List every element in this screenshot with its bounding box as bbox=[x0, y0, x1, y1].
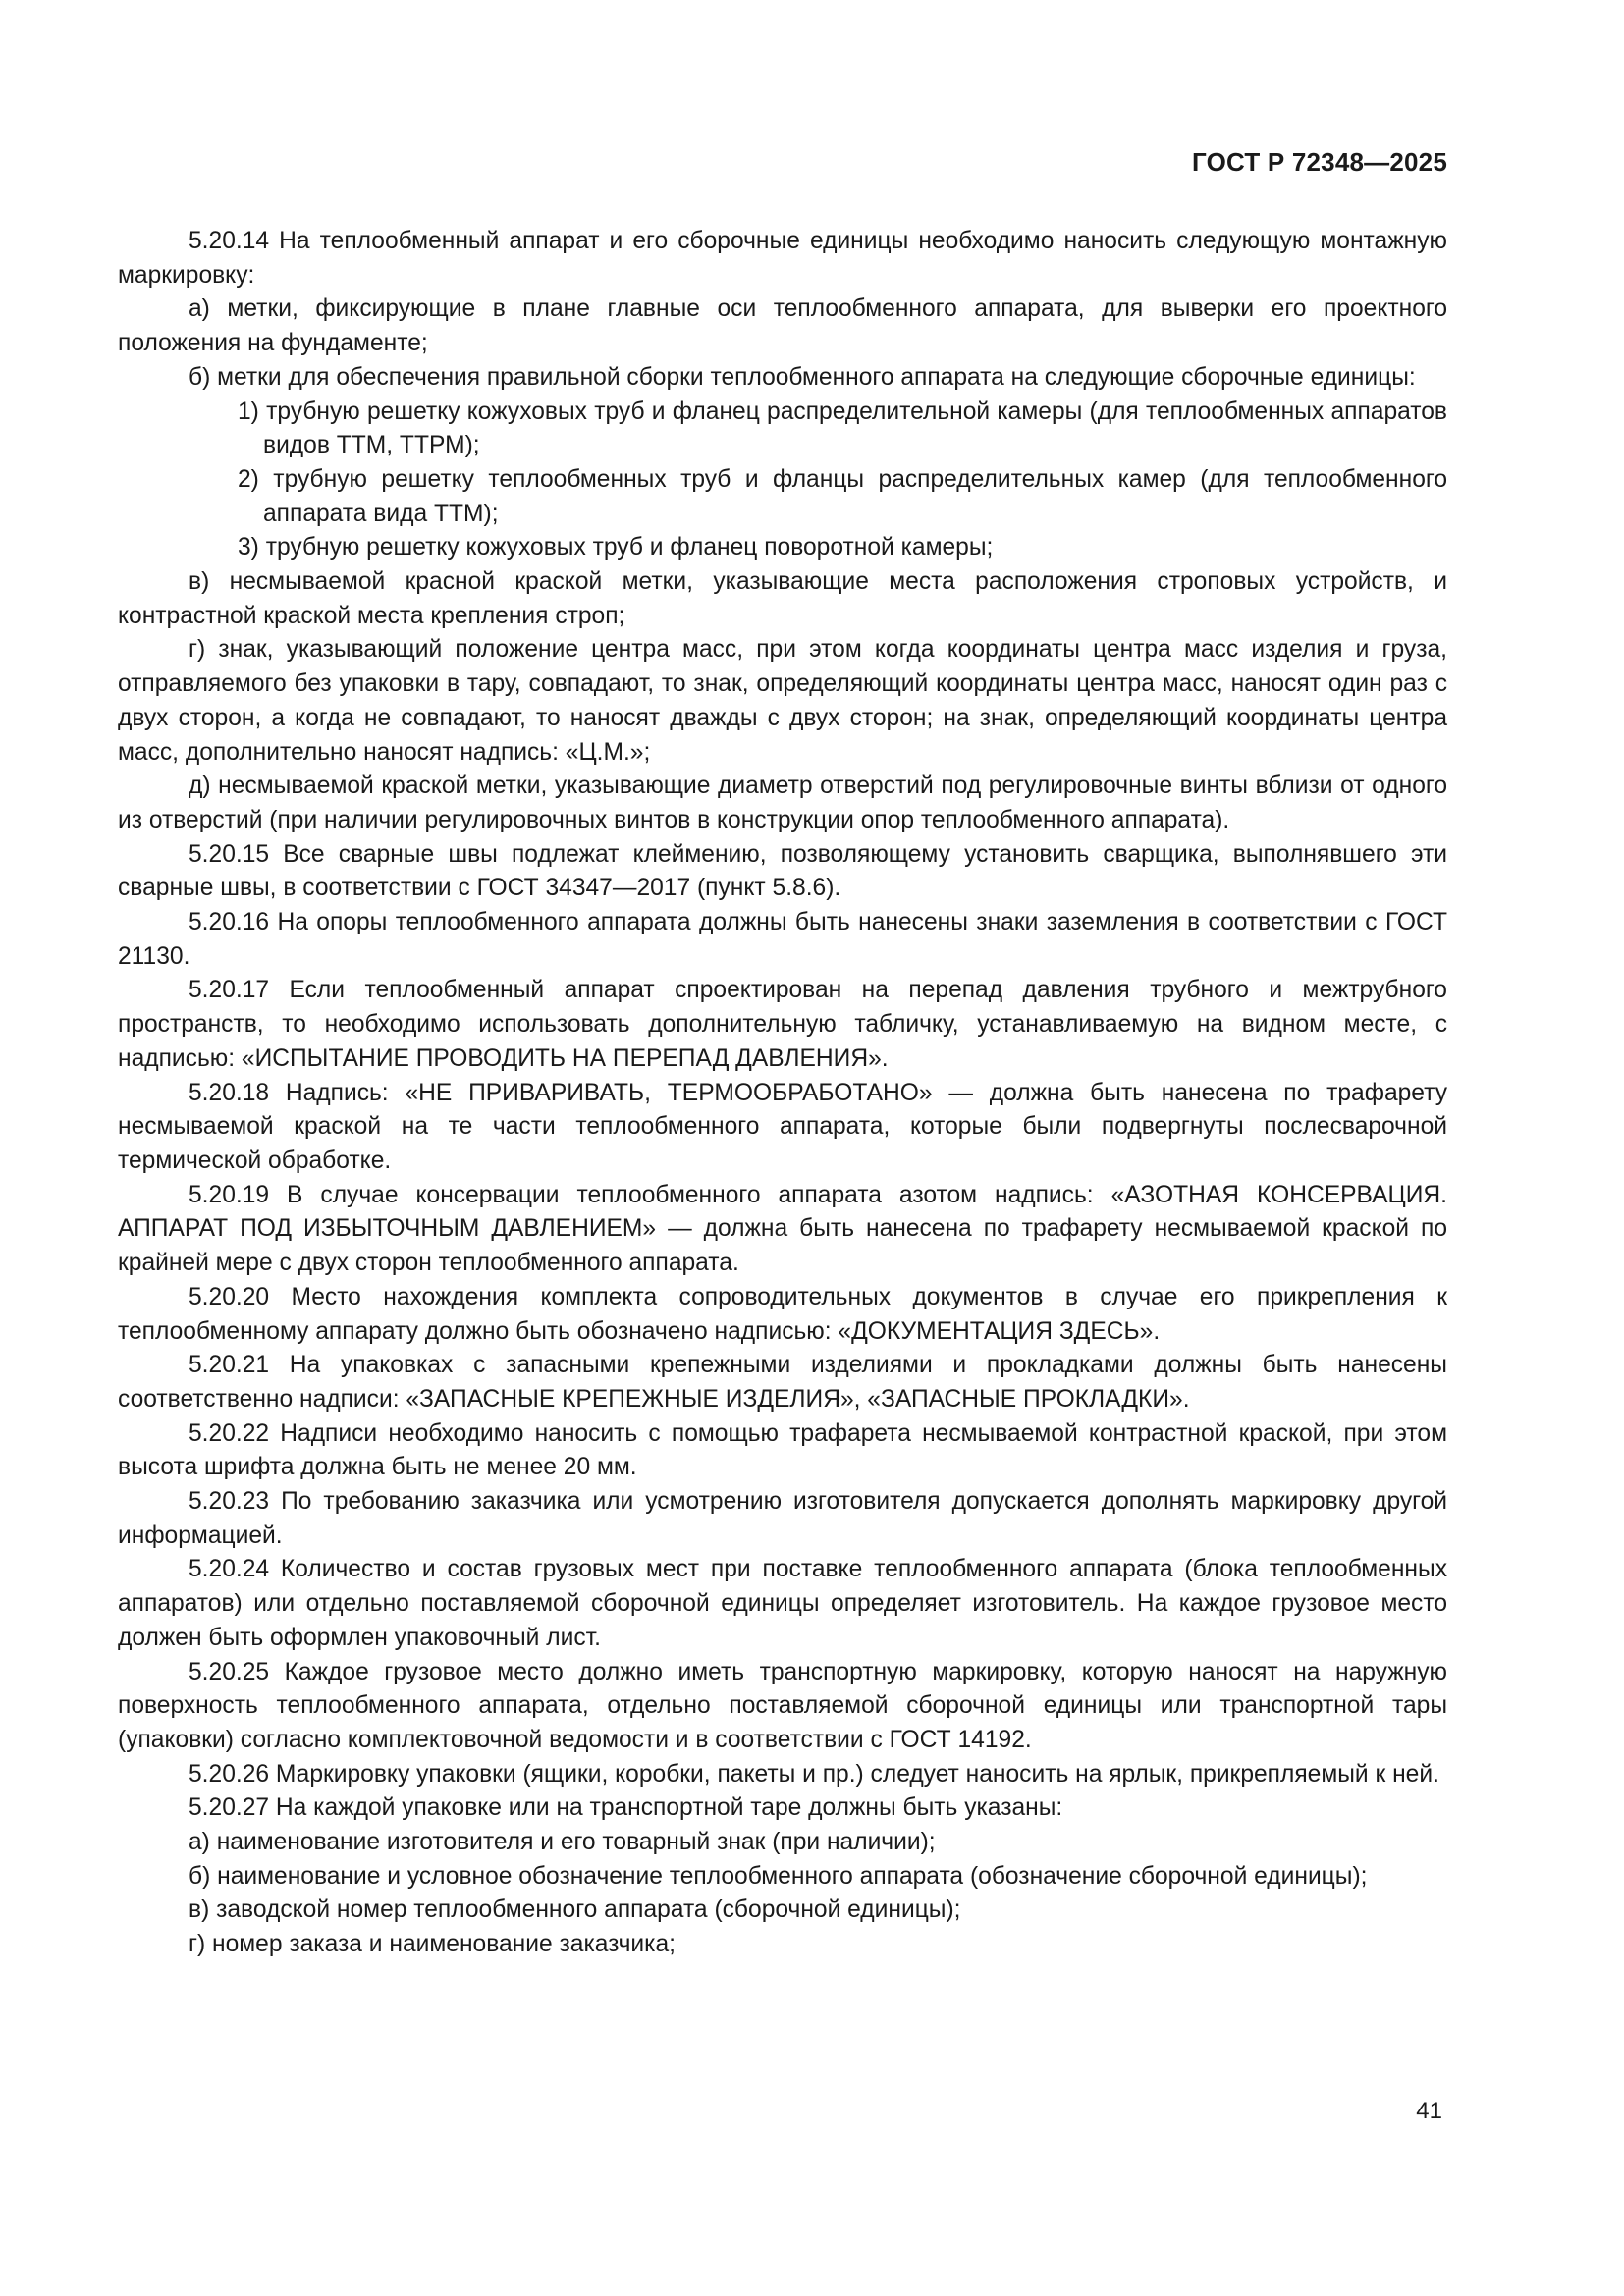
sublist-item-1: 1) трубную решетку кожуховых труб и фланец распределительной камеры (для теплообменных аппаратов видов ТТМ, ТТРМ); bbox=[238, 398, 1447, 459]
list-item-b-2: б) наименование и условное обозначение теплообменного аппарата (обозначение сборочной единицы); bbox=[189, 1862, 1368, 1890]
document-body bbox=[118, 225, 1447, 1962]
paragraph-5-20-18: 5.20.18 Надпись: «НЕ ПРИВАРИВАТЬ, ТЕРМООБРАБОТАНО» — должна быть нанесена по трафарету несмываемой краской на те части теплообменного аппарата, которые были подвергнуты послесварочной термической обработке. bbox=[118, 1079, 1447, 1174]
list-item-a-2: а) наименование изготовителя и его товарный знак (при наличии); bbox=[189, 1829, 936, 1856]
paragraph-5-20-27: 5.20.27 На каждой упаковке или на транспортной таре должны быть указаны: bbox=[189, 1794, 1063, 1822]
list-item-d: д) несмываемой краской метки, указывающие диаметр отверстий под регулировочные винты вблизи от одного из отверстий (при наличии регулировочных винтов в конструкции опор теплообменного аппарата). bbox=[118, 773, 1447, 833]
paragraph-5-20-16: 5.20.16 На опоры теплообменного аппарата должны быть нанесены знаки заземления в соответствии с ГОСТ 21130. bbox=[118, 909, 1447, 970]
sublist-item-3: 3) трубную решетку кожуховых труб и фланец поворотной камеры; bbox=[238, 534, 994, 561]
paragraph-5-20-25: 5.20.25 Каждое грузовое место должно иметь транспортную маркировку, которую наносят на наружную поверхность теплообменного аппарата, отдельно поставляемой сборочной единицы или транспортной тары (упаковки) согласно комплектовочной ведомости и в соответствии с ГОСТ 14192. bbox=[118, 1658, 1447, 1753]
paragraph-5-20-26: 5.20.26 Маркировку упаковки (ящики, коробки, пакеты и пр.) следует наносить на ярлык, прикрепляемый к ней. bbox=[189, 1760, 1439, 1788]
paragraph-5-20-22: 5.20.22 Надписи необходимо наносить с помощью трафарета несмываемой контрастной краской, при этом высота шрифта должна быть не менее 20 мм. bbox=[118, 1419, 1447, 1481]
list-item-v: в) несмываемой красной краской метки, указывающие места расположения строповых устройств, и контрастной краской места крепления строп; bbox=[118, 568, 1447, 629]
paragraph-5-20-14: 5.20.14 На теплообменный аппарат и его сборочные единицы необходимо наносить следующую монтажную маркировку: bbox=[118, 228, 1447, 289]
document-code-header: ГОСТ Р 72348—2025 bbox=[1192, 147, 1447, 177]
paragraph-5-20-19: 5.20.19 В случае консервации теплообменного аппарата азотом надпись: «АЗОТНАЯ КОНСЕРВАЦИЯ. АППАРАТ ПОД ИЗБЫТОЧНЫМ ДАВЛЕНИЕМ» — должна быть нанесена по трафарету несмываемой краской по крайней мере с двух сторон теплообменного аппарата. bbox=[118, 1181, 1447, 1277]
paragraph-5-20-24: 5.20.24 Количество и состав грузовых мест при поставке теплообменного аппарата (блока теплообменных аппаратов) или отдельно поставляемой сборочной единицы определяет изготовитель. На каждое грузовое место должен быть оформлен упаковочный лист. bbox=[118, 1556, 1447, 1651]
paragraph-5-20-21: 5.20.21 На упаковках с запасными крепежными изделиями и прокладками должны быть нанесены соответственно надписи: «ЗАПАСНЫЕ КРЕПЕЖНЫЕ ИЗДЕЛИЯ», «ЗАПАСНЫЕ ПРОКЛАДКИ». bbox=[118, 1352, 1447, 1413]
sublist-item-2: 2) трубную решетку теплообменных труб и фланцы распределительных камер (для теплообменного аппарата вида ТТМ); bbox=[238, 465, 1447, 527]
page-number: 41 bbox=[1416, 2098, 1442, 2124]
paragraph-5-20-23: 5.20.23 По требованию заказчика или усмотрению изготовителя допускается дополнять маркировку другой информацией. bbox=[118, 1488, 1447, 1549]
list-item-g-2: г) номер заказа и наименование заказчика; bbox=[189, 1931, 676, 1958]
paragraph-5-20-17: 5.20.17 Если теплообменный аппарат спроектирован на перепад давления трубного и межтрубного пространств, то необходимо использовать дополнительную табличку, устанавливаемую на видном месте, с надписью: «ИСПЫТАНИЕ ПРОВОДИТЬ НА ПЕРЕПАД ДАВЛЕНИЯ». bbox=[118, 977, 1447, 1072]
list-item-g: г) знак, указывающий положение центра масс, при этом когда координаты центра масс изделия и груза, отправляемого без упаковки в тару, совпадают, то знак, определяющий координаты центра масс, наносят один раз с двух сторон, а когда не совпадают, то наносят дважды с двух сторон; на знак, определяющий координаты центра масс, дополнительно наносят надпись: «Ц.М.»; bbox=[118, 636, 1447, 766]
paragraph-5-20-15: 5.20.15 Все сварные швы подлежат клеймению, позволяющему установить сварщика, выполнявшего эти сварные швы, в соответствии с ГОСТ 34347—2017 (пункт 5.8.6). bbox=[118, 840, 1447, 902]
list-item-b: б) метки для обеспечения правильной сборки теплообменного аппарата на следующие сборочные единицы: bbox=[189, 363, 1416, 391]
list-item-a: а) метки, фиксирующие в плане главные оси теплообменного аппарата, для выверки его проектного положения на фундаменте; bbox=[118, 295, 1447, 357]
list-item-v-2: в) заводской номер теплообменного аппарата (сборочной единицы); bbox=[189, 1896, 961, 1924]
paragraph-5-20-20: 5.20.20 Место нахождения комплекта сопроводительных документов в случае его прикрепления к теплообменному аппарату должно быть обозначено надписью: «ДОКУМЕНТАЦИЯ ЗДЕСЬ». bbox=[118, 1283, 1447, 1345]
